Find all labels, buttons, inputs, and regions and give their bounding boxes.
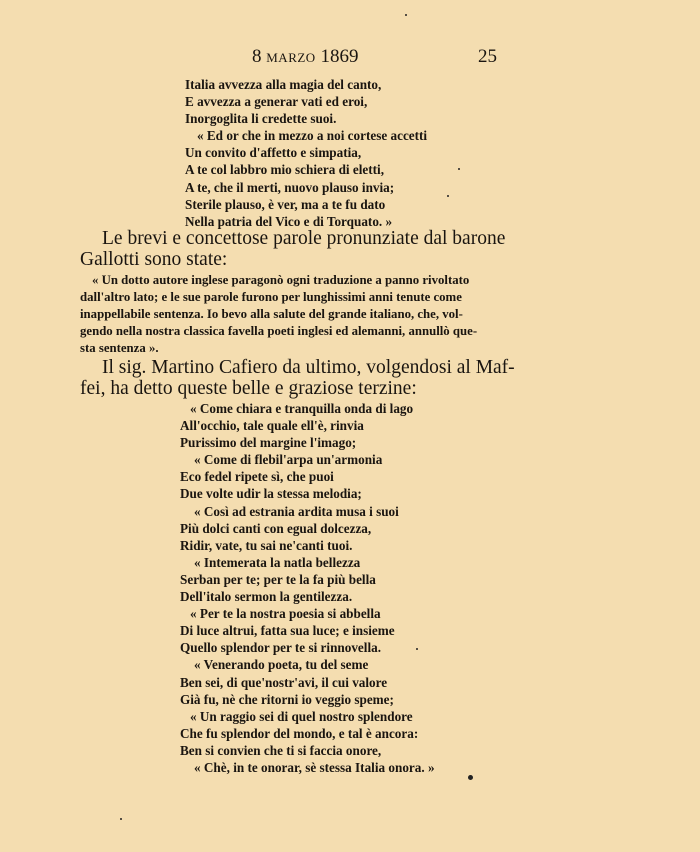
verse-line: Purissimo del margine l'imago; (180, 435, 357, 451)
verse-line: « Per te la nostra poesia si abbella (190, 606, 381, 622)
verse-line: Un convito d'affetto e simpatia, (185, 145, 362, 161)
verse-line: « Chè, in te onorar, sè stessa Italia onora. » (194, 759, 435, 775)
verse-line: Già fu, nè che ritorni io veggio speme; (180, 691, 394, 707)
prose-line: Il sig. Martino Cafiero da ultimo, volgendosi al Maf- (102, 357, 515, 378)
verse-block-1 (185, 76, 427, 230)
verse-line: Ben sei, di que'nostr'avi, il cui valore (180, 674, 388, 690)
verse-line: Sterile plauso, è ver, ma a te fu dato (185, 196, 386, 212)
prose-line: Gallotti sono state: (80, 249, 228, 270)
verse-line: Quello splendor per te si rinnovella. (180, 640, 381, 656)
verse-line: « Così ad estrania ardita musa i suoi (194, 503, 399, 519)
quote-line: inappellabile sentenza. Io bevo alla salute del grande italiano, che, vol- (80, 307, 463, 321)
ink-speck (405, 14, 407, 16)
verse-line: E avvezza a generar vati ed eroi, (185, 94, 368, 110)
ink-speck (416, 648, 418, 650)
prose-line: fei, ha detto queste belle e graziose terzine: (80, 378, 417, 399)
ink-speck (120, 818, 122, 820)
verse-line: Dell'italo sermon la gentilezza. (180, 589, 353, 605)
verse-line: « Intemerata la natla bellezza (194, 554, 361, 570)
verse-line: Italia avvezza alla magia del canto, (185, 77, 382, 92)
verse-line: « Come di flebil'arpa un'armonia (194, 452, 383, 468)
paragraph-gallotti (80, 228, 514, 270)
ink-speck (458, 168, 460, 170)
verse-line: Ben si convien che ti si faccia onore, (180, 742, 382, 758)
verse-line: « Venerando poeta, tu del seme (194, 657, 369, 673)
quote-line: gendo nella nostra classica favella poeti inglesi ed alemanni, annullò que- (80, 324, 478, 338)
verse-block-2 (180, 400, 435, 776)
verse-line: « Come chiara e tranquilla onda di lago (190, 401, 414, 416)
verse-line: A te, che il merti, nuovo plauso invia; (185, 179, 395, 195)
verse-line: Due volte udir la stessa melodia; (180, 486, 362, 502)
date-month: MARZO (266, 50, 316, 65)
page-number: 25 (478, 46, 497, 67)
prose-line: Le brevi e concettose parole pronunziate dal barone (102, 228, 506, 249)
running-header (0, 46, 700, 72)
verse-line: Di luce altrui, fatta sua luce; e insieme (180, 623, 395, 639)
verse-line: Nella patria del Vico e di Torquato. » (185, 213, 393, 229)
verse-line: Eco fedel ripete sì, che puoi (180, 469, 334, 485)
ink-speck (447, 195, 449, 197)
paragraph-cafiero (80, 357, 514, 399)
verse-line: All'occhio, tale quale ell'è, rinvia (180, 418, 364, 434)
date-year: 1869 (320, 46, 359, 67)
verse-line: Che fu splendor del mondo, e tal è ancora: (180, 725, 419, 741)
verse-line: « Ed or che in mezzo a noi cortese accetti (197, 128, 428, 144)
verse-line: Ridir, vate, tu sai ne'canti tuoi. (180, 537, 353, 553)
verse-line: « Un raggio sei di quel nostro splendore (190, 708, 413, 724)
quote-gallotti (80, 272, 514, 357)
verse-line: Più dolci canti con egual dolcezza, (180, 520, 372, 536)
quote-line: dall'altro lato; e le sue parole furono per lunghissimi anni tenute come (80, 290, 462, 304)
ink-speck (468, 775, 473, 780)
verse-line: Inorgoglita li credette suoi. (185, 111, 337, 127)
page-date (252, 46, 358, 68)
quote-line: sta sentenza ». (80, 341, 159, 355)
date-day: 8 (252, 46, 262, 67)
verse-line: Serban per te; per te la fa più bella (180, 571, 376, 587)
verse-line: A te col labbro mio schiera di eletti, (185, 162, 385, 178)
quote-line: « Un dotto autore inglese paragonò ogni traduzione a panno rivoltato (92, 273, 470, 287)
